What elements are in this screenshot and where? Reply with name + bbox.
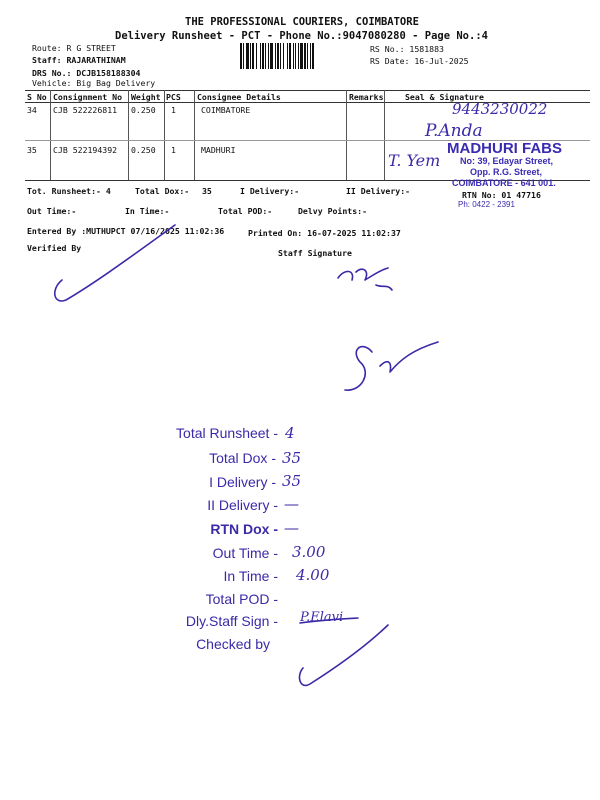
col-header-seal: Seal & Signature <box>405 92 484 102</box>
table-row-pcs: 1 <box>171 105 176 115</box>
checklist-label: Total Runsheet - <box>176 425 278 441</box>
table-row-pcs: 1 <box>171 145 176 155</box>
vehicle-label: Vehicle: Big Bag Delivery <box>32 78 156 88</box>
i-delivery-label: I Delivery:- <box>240 186 300 196</box>
delvy-points-label: Delvy Points:- <box>298 206 368 216</box>
verified-by-label: Verified By <box>27 243 82 253</box>
printed-on: Printed On: 16-07-2025 11:02:37 <box>248 228 401 238</box>
checklist-label: RTN Dox - <box>210 521 278 537</box>
company-title: THE PROFESSIONAL COURIERS, COIMBATORE <box>185 16 419 28</box>
checklist-value: — <box>284 519 299 537</box>
col-header-pcs: PCS <box>166 92 181 102</box>
handwritten-initials: P.Anda <box>425 121 483 141</box>
ii-delivery-label: II Delivery:- <box>346 186 411 196</box>
col-header-remarks: Remarks <box>349 92 384 102</box>
total-pod-label: Total POD:- <box>218 206 273 216</box>
drs-number: DRS No.: DCJB158188304 <box>32 68 141 78</box>
handwritten-name: T. Yem <box>388 151 441 170</box>
col-header-consignment: Consignment No <box>53 92 123 102</box>
stamp-phone-line: Ph: 0422 - 2391 <box>458 200 515 209</box>
stamp-address-line: COIMBATORE - 641 001. <box>452 178 556 188</box>
entered-by: Entered By :MUTHUPCT 07/16/2025 11:02:36 <box>27 226 225 236</box>
total-dox-label: Total Dox:- <box>135 186 190 196</box>
checklist-value: 4.00 <box>296 566 330 584</box>
checked-by-mark <box>299 625 388 685</box>
checklist-value: — <box>284 495 299 513</box>
table-row-weight: 0.250 <box>131 145 156 155</box>
staff-label: Staff: RAJARATHINAM <box>32 55 126 65</box>
verified-tick-mark <box>55 225 175 301</box>
rtn-number: RTN No: 01 47716 <box>462 190 541 200</box>
rs-number: RS No.: 1581883 <box>370 44 444 54</box>
staff-signature-scribble <box>338 268 392 290</box>
col-header-sno: S No <box>27 92 47 102</box>
checklist-label: Out Time - <box>212 545 278 561</box>
runsheet-subtitle: Delivery Runsheet - PCT - Phone No.:9047080280 - Page No.:4 <box>115 30 488 42</box>
total-dox-value: 35 <box>202 186 212 196</box>
staff-signature-label: Staff Signature <box>278 248 352 258</box>
rs-date: RS Date: 16-Jul-2025 <box>370 56 469 66</box>
col-header-consignee: Consignee Details <box>197 92 281 102</box>
checklist-value: 3.00 <box>292 543 326 561</box>
checklist-label: Checked by <box>196 636 270 652</box>
table-row-sno: 34 <box>27 105 37 115</box>
total-runsheet: Tot. Runsheet:- 4 <box>27 186 111 196</box>
handwritten-phone: 9443230022 <box>452 100 548 118</box>
table-row-sno: 35 <box>27 145 37 155</box>
checklist-label: Dly.Staff Sign - <box>185 613 278 629</box>
table-row-consignee: MADHURI <box>201 145 236 155</box>
table-row-consignment: CJB 522226811 <box>53 105 118 115</box>
checklist-label: I Delivery - <box>209 474 276 490</box>
table-row-weight: 0.250 <box>131 105 156 115</box>
checklist-value: 4 <box>285 424 295 442</box>
stamp-address-line: No: 39, Edayar Street, <box>460 156 554 166</box>
checklist-label: Total Dox - <box>209 450 276 466</box>
col-header-weight: Weight <box>131 92 161 102</box>
stamp-title: MADHURI FABS <box>447 140 562 157</box>
checklist-value: 35 <box>282 449 302 467</box>
route-label: Route: R G STREET <box>32 43 116 53</box>
checklist-label: In Time - <box>223 568 278 584</box>
table-row-consignment: CJB 522194392 <box>53 145 118 155</box>
table-row-consignee: COIMBATORE <box>201 105 251 115</box>
stamp-address-line: Opp. R.G. Street, <box>470 167 543 177</box>
checklist-value: 35 <box>282 472 302 490</box>
checklist-label: II Delivery - <box>207 497 278 513</box>
checklist-label: Total POD - <box>205 591 278 607</box>
out-time-label: Out Time:- <box>27 206 77 216</box>
large-signature <box>345 342 438 390</box>
checklist-value: P.Elavi <box>300 610 344 625</box>
in-time-label: In Time:- <box>125 206 170 216</box>
